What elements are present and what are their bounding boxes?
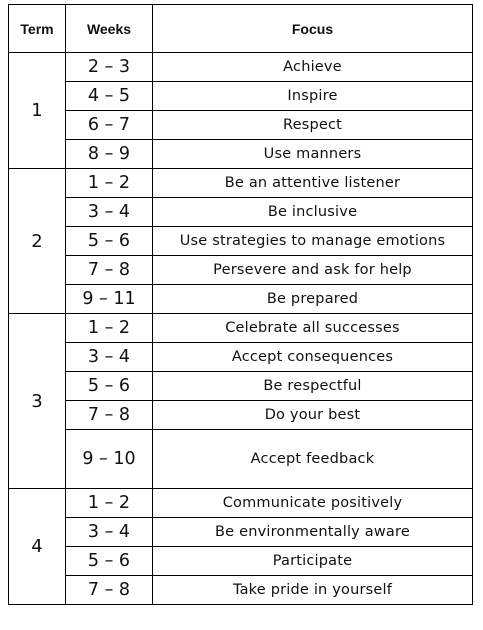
focus-cell: Be an attentive listener (153, 169, 473, 198)
focus-schedule-table (8, 4, 473, 605)
header-weeks: Weeks (66, 5, 153, 53)
weeks-cell: 9 – 10 (66, 430, 153, 489)
table-row (9, 227, 473, 256)
table-row (9, 314, 473, 343)
header-focus: Focus (153, 5, 473, 53)
focus-cell: Take pride in yourself (153, 576, 473, 605)
focus-cell: Respect (153, 111, 473, 140)
weeks-cell: 1 – 2 (66, 314, 153, 343)
weeks-cell: 6 – 7 (66, 111, 153, 140)
table-row (9, 256, 473, 285)
focus-cell: Participate (153, 547, 473, 576)
table-row (9, 198, 473, 227)
weeks-cell: 1 – 2 (66, 169, 153, 198)
focus-cell: Celebrate all successes (153, 314, 473, 343)
weeks-cell: 7 – 8 (66, 256, 153, 285)
weeks-cell: 9 – 11 (66, 285, 153, 314)
weeks-cell: 5 – 6 (66, 547, 153, 576)
header-term: Term (9, 5, 66, 53)
weeks-cell: 4 – 5 (66, 82, 153, 111)
focus-cell: Inspire (153, 82, 473, 111)
table-row (9, 372, 473, 401)
table-row (9, 53, 473, 82)
focus-cell: Persevere and ask for help (153, 256, 473, 285)
weeks-cell: 3 – 4 (66, 518, 153, 547)
term-cell: 2 (9, 169, 66, 314)
focus-cell: Communicate positively (153, 489, 473, 518)
term-cell: 3 (9, 314, 66, 489)
focus-cell: Be prepared (153, 285, 473, 314)
table-row (9, 285, 473, 314)
focus-cell: Accept consequences (153, 343, 473, 372)
table-row (9, 489, 473, 518)
table-row (9, 576, 473, 605)
weeks-cell: 7 – 8 (66, 401, 153, 430)
focus-cell: Be environmentally aware (153, 518, 473, 547)
focus-cell: Be respectful (153, 372, 473, 401)
focus-cell: Be inclusive (153, 198, 473, 227)
focus-cell: Use strategies to manage emotions (153, 227, 473, 256)
focus-cell: Accept feedback (153, 430, 473, 489)
table-row (9, 343, 473, 372)
focus-cell: Achieve (153, 53, 473, 82)
table-header-row (9, 5, 473, 53)
table-row (9, 169, 473, 198)
term-cell: 1 (9, 53, 66, 169)
weeks-cell: 5 – 6 (66, 372, 153, 401)
weeks-cell: 8 – 9 (66, 140, 153, 169)
focus-cell: Do your best (153, 401, 473, 430)
weeks-cell: 7 – 8 (66, 576, 153, 605)
focus-cell: Use manners (153, 140, 473, 169)
table-row (9, 111, 473, 140)
weeks-cell: 3 – 4 (66, 198, 153, 227)
term-cell: 4 (9, 489, 66, 605)
weeks-cell: 2 – 3 (66, 53, 153, 82)
table-row (9, 82, 473, 111)
weeks-cell: 3 – 4 (66, 343, 153, 372)
weeks-cell: 1 – 2 (66, 489, 153, 518)
table-row (9, 430, 473, 489)
weeks-cell: 5 – 6 (66, 227, 153, 256)
table-row (9, 518, 473, 547)
table-row (9, 401, 473, 430)
table-row (9, 140, 473, 169)
table-row (9, 547, 473, 576)
